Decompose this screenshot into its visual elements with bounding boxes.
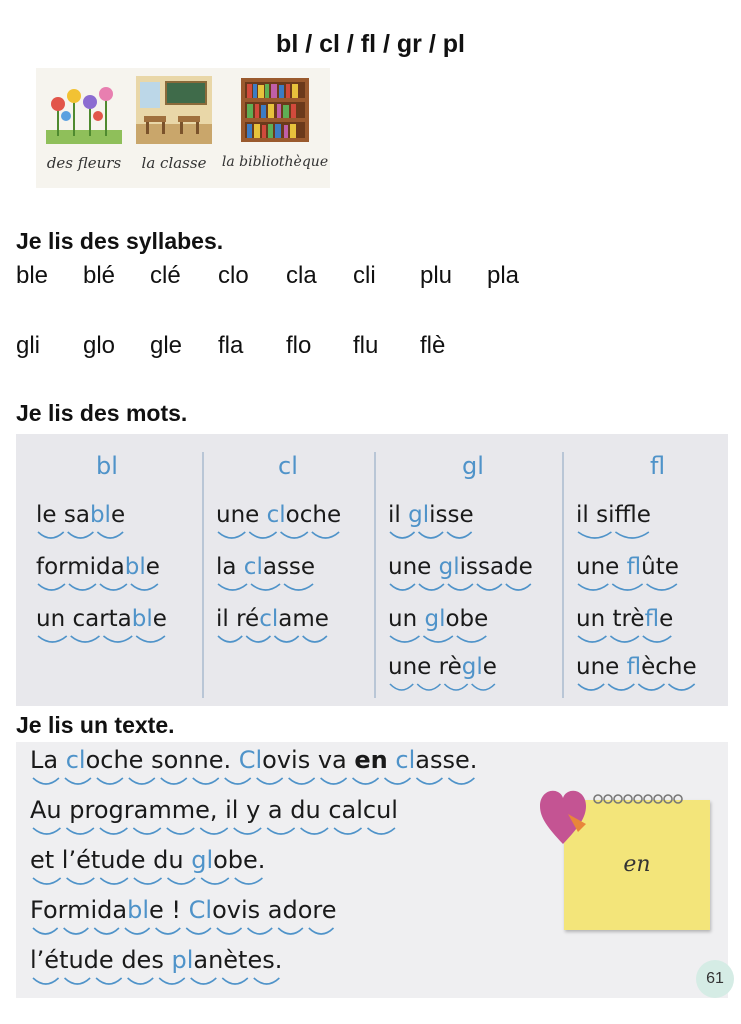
word-item (36, 554, 160, 580)
page-title: bl / cl / fl / gr / pl (276, 30, 465, 58)
syllable-arcs-icon (576, 530, 651, 542)
word-item (36, 606, 167, 632)
word-item (576, 606, 673, 632)
heart-icon (538, 784, 588, 848)
word-part: le sa (36, 502, 90, 528)
vocab-card-classe (126, 68, 222, 188)
syllable: pla (487, 262, 520, 289)
syllable-arcs-icon (388, 682, 497, 694)
highlighted-letters: Cl (238, 746, 263, 774)
column-divider (562, 452, 564, 698)
highlighted-letters: Cl (188, 896, 213, 924)
syllable: plu (420, 262, 453, 289)
word-part: un trè (576, 606, 645, 632)
column-header: bl (96, 452, 118, 480)
note-word: en (623, 852, 651, 877)
syllable-arcs-icon (388, 530, 474, 542)
highlighted-letters: fl (644, 606, 660, 632)
text-line (30, 796, 398, 824)
syllable-arcs-icon (576, 682, 697, 694)
word-part: ame (278, 606, 329, 632)
syllable-arcs-icon (216, 582, 315, 594)
highlighted-letters: gl (438, 554, 460, 580)
word-part: oche (285, 502, 342, 528)
word-part: une rè (388, 654, 462, 680)
spiral-binding-icon (592, 790, 688, 808)
text-segment: obe. (213, 846, 266, 874)
text-line (30, 896, 337, 924)
syllable-arcs-icon (30, 776, 477, 788)
highlighted-letters: cl (243, 554, 263, 580)
word-part: il sif (576, 502, 637, 528)
word-part: formida (36, 554, 125, 580)
text-segment: La (30, 746, 66, 774)
highlighted-letters: bl (89, 502, 111, 528)
words-table (16, 434, 728, 706)
word-part: e (145, 554, 160, 580)
word-item (216, 502, 341, 528)
text-segment: Au programme, il y a du calcul (30, 796, 398, 824)
word-item (36, 502, 125, 528)
syllable: flo (286, 332, 312, 359)
text-segment: l’étude des (30, 946, 172, 974)
syllable-arcs-icon (576, 634, 673, 646)
syllable: fla (218, 332, 244, 359)
syllable-arcs-icon (36, 634, 167, 646)
syllable: clo (218, 262, 249, 289)
bookshelf-illustration-icon (237, 76, 313, 144)
highlighted-letters: fl (626, 554, 642, 580)
words-heading: Je lis des mots. (16, 400, 188, 426)
word-part: un (388, 606, 425, 632)
text-line (30, 746, 477, 774)
word-part: obe (445, 606, 489, 632)
word-part: la (216, 554, 244, 580)
flowers-illustration-icon (46, 76, 122, 144)
word-item (576, 502, 651, 528)
highlighted-letters: fl (626, 654, 642, 680)
reading-text-panel (16, 742, 728, 998)
word-part: une (576, 554, 627, 580)
highlighted-letters: bl (127, 896, 149, 924)
syllable: cla (286, 262, 317, 289)
syllable-arcs-icon (30, 876, 265, 888)
syllable-arcs-icon (30, 826, 398, 838)
text-segment: e ! (148, 896, 189, 924)
text-line (30, 946, 282, 974)
syllable: clé (150, 262, 181, 289)
word-part: il (388, 502, 409, 528)
text-segment: Formida (30, 896, 128, 924)
vocab-card-fleurs (36, 68, 132, 188)
syllable: glo (83, 332, 116, 359)
word-part: e (659, 606, 674, 632)
syllable: flu (353, 332, 379, 359)
syllable-arcs-icon (36, 582, 160, 594)
syllable: blé (83, 262, 116, 289)
highlighted-letters: cl (266, 502, 286, 528)
syllables-heading: Je lis des syllabes. (16, 228, 224, 254)
syllable-arcs-icon (36, 530, 125, 542)
syllable-arcs-icon (388, 582, 533, 594)
word-part: e (110, 502, 126, 528)
word-item (388, 654, 497, 680)
word-item (388, 554, 533, 580)
word-part: e (482, 654, 497, 680)
word-part: èche (641, 654, 697, 680)
highlighted-letters: bl (131, 606, 153, 632)
highlighted-letters: gl (191, 846, 214, 874)
text-line (30, 846, 265, 874)
syllable: gle (150, 332, 183, 359)
word-item (216, 554, 315, 580)
highlighted-letters: cl (395, 746, 416, 774)
highlighted-letters: gl (461, 654, 483, 680)
word-part: e (636, 502, 651, 528)
classroom-illustration-icon (136, 76, 212, 144)
column-divider (374, 452, 376, 698)
word-part: une (576, 654, 627, 680)
word-part: il ré (216, 606, 260, 632)
syllable: flè (420, 332, 446, 359)
text-segment: en (354, 746, 388, 774)
syllable: gli (16, 332, 41, 359)
text-segment: oche sonne. (85, 746, 239, 774)
word-item (216, 606, 329, 632)
vocab-card-bibliotheque (220, 68, 330, 188)
highlighted-letters: bl (124, 554, 146, 580)
word-part: asse (262, 554, 316, 580)
vocab-caption: la classe (141, 154, 207, 172)
text-segment: ovis adore (212, 896, 337, 924)
column-header: gl (462, 452, 484, 480)
text-segment: ovis va (262, 746, 355, 774)
word-part: ûte (641, 554, 679, 580)
syllable-arcs-icon (30, 976, 282, 988)
word-part: un carta (36, 606, 132, 632)
column-divider (202, 452, 204, 698)
text-heading: Je lis un texte. (16, 712, 175, 738)
text-segment: et l’étude du (30, 846, 192, 874)
word-item (388, 502, 474, 528)
word-part: une (216, 502, 267, 528)
column-header: fl (650, 452, 666, 480)
highlighted-letters: gl (408, 502, 430, 528)
vocab-caption: la bibliothèque (221, 154, 329, 170)
highlighted-letters: cl (259, 606, 279, 632)
word-part: une (388, 554, 439, 580)
word-part: issade (459, 554, 533, 580)
text-segment: asse. (415, 746, 478, 774)
word-item (388, 606, 488, 632)
highlighted-letters: pl (171, 946, 194, 974)
syllable-arcs-icon (30, 926, 337, 938)
syllable-arcs-icon (216, 530, 341, 542)
word-item (576, 554, 679, 580)
syllable-arcs-icon (388, 634, 488, 646)
syllable: ble (16, 262, 49, 289)
word-part: e (152, 606, 167, 632)
syllable: cli (353, 262, 376, 289)
word-part: isse (429, 502, 474, 528)
word-item (576, 654, 697, 680)
highlighted-letters: cl (65, 746, 86, 774)
column-header: cl (278, 452, 298, 480)
highlighted-letters: gl (424, 606, 446, 632)
syllable-arcs-icon (216, 634, 329, 646)
text-segment: anètes. (193, 946, 283, 974)
page-number: 61 (696, 960, 734, 998)
syllable-arcs-icon (576, 582, 679, 594)
vocab-caption: des fleurs (46, 154, 122, 172)
